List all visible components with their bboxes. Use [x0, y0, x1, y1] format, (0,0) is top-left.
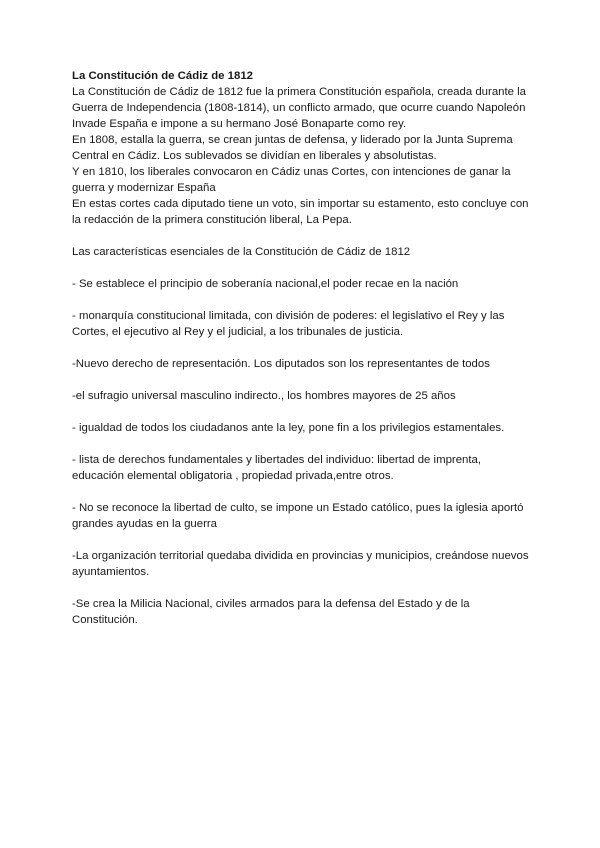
section-heading: Las características esenciales de la Constitución de Cádiz de 1812 — [72, 246, 411, 258]
document-title: La Constitución de Cádiz de 1812 — [72, 70, 254, 82]
characteristics-list — [72, 276, 532, 628]
document-page — [72, 68, 532, 628]
list-item: - No se reconoce la libertad de culto, se impone un Estado católico, pues la iglesia aportó grandes ayudas en la guerra — [72, 502, 524, 530]
intro-paragraph: En 1808, estalla la guerra, se crean juntas de defensa, y liderado por la Junta Suprema Central en Cádiz. Los sublevados se dividían en liberales y absolutistas. — [72, 134, 513, 162]
list-item: - monarquía constitucional limitada, con división de poderes: el legislativo el Rey y las Cortes, el ejecutivo al Rey y el judicial, a los tribunales de justicia. — [72, 310, 505, 338]
list-item: -Nuevo derecho de representación. Los diputados son los representantes de todos — [72, 358, 490, 370]
list-item: - igualdad de todos los ciudadanos ante la ley, pone fin a los privilegios estamentales. — [72, 422, 505, 434]
list-item: -el sufragio universal masculino indirecto., los hombres mayores de 25 años — [72, 390, 456, 402]
intro-paragraph: En estas cortes cada diputado tiene un voto, sin importar su estamento, esto concluye con la redacción de la primera constitución liberal, La Pepa. — [72, 198, 529, 226]
intro-block — [72, 84, 532, 228]
intro-paragraph: Y en 1810, los liberales convocaron en Cádiz unas Cortes, con intenciones de ganar la guerra y modernizar España — [72, 166, 511, 194]
list-item: - lista de derechos fundamentales y libertades del individuo: libertad de imprenta, educación elemental obligatoria , propiedad privada,entre otros. — [72, 454, 482, 482]
intro-paragraph: La Constitución de Cádiz de 1812 fue la primera Constitución española, creada durante la Guerra de Independencia (1808-1814), un conflicto armado, que ocurre cuando Napoleón Invade España e impone a su hermano José Bonaparte como rey. — [72, 86, 527, 130]
list-item: -Se crea la Milicia Nacional, civiles armados para la defensa del Estado y de la Constitución. — [72, 598, 470, 626]
list-item: - Se establece el principio de soberanía nacional,el poder recae en la nación — [72, 278, 459, 290]
list-item: -La organización territorial quedaba dividida en provincias y municipios, creándose nuevos ayuntamientos. — [72, 550, 529, 578]
